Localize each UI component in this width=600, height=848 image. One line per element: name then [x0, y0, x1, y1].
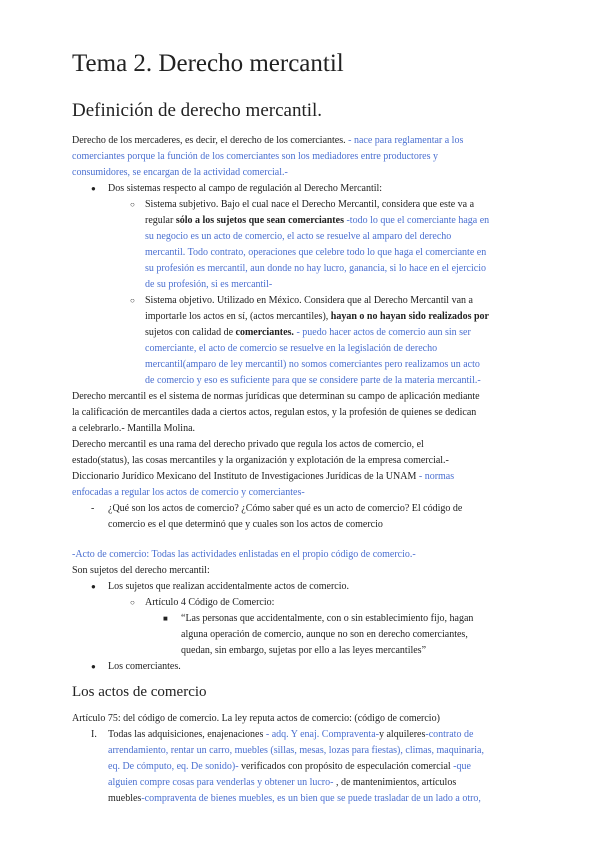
acto-comercio-note: -Acto de comercio: Todas las actividades enlistadas en el propio código de comercio.- [72, 549, 416, 560]
actos-text-3: verificados con propósito de especulación comercial [238, 761, 454, 772]
actos-text-4: , de mantenimientos, artículos [335, 777, 457, 788]
actos-note-5: alguien compre cosas para venderlas y obtener un lucro- [108, 777, 336, 788]
objetivo-line-6: de comercio y eso es suficiente para que se considere parte de la materia mercantil.- [145, 375, 481, 386]
objetivo-bold: hayan o no hayan sido realizados por [330, 311, 489, 322]
actos-note-2: -contrato de [425, 729, 474, 740]
section-heading-actos: Los actos de comercio [72, 684, 207, 700]
roman-numeral-label: I. [91, 729, 97, 740]
objetivo-line-4: comerciante, el acto de comercio se resuelve en la legislación de derecho [145, 343, 438, 354]
actos-line-5 [108, 791, 481, 807]
actos-text: Todas las adquisiciones, enajenaciones [108, 729, 266, 740]
circle-bullet-icon: ○ [130, 200, 135, 209]
objetivo-note: - puedo hacer actos de comercio aun sin ser [293, 327, 471, 338]
subjetivo-line-1: Sistema subjetivo. Bajo el cual nace el Derecho Mercantil, considera que este va a [145, 199, 475, 210]
articulo-4-line: Artículo 4 Código de Comercio: [145, 597, 275, 608]
intro-text: Derecho de los mercaderes, es decir, el derecho de los comerciantes. [72, 135, 349, 146]
definition-line-1: Derecho mercantil es el sistema de normas jurídicas que determinan su campo de aplicación mediante [72, 391, 480, 402]
intro-note: - nace para reglamentar a los [348, 135, 464, 146]
actos-text-2: y alquileres [378, 729, 426, 740]
definition-source: Diccionario Jurídico Mexicano del Instituto de Investigaciones Jurídicas de la UNAM [72, 471, 419, 482]
intro-line-1 [72, 133, 463, 149]
definition-line-7: enfocadas a regular los actos de comercio y comerciantes- [72, 487, 305, 498]
subjetivo-text: regular [145, 215, 176, 226]
objetivo-line-3 [145, 325, 471, 341]
actos-note-6: -compraventa de bienes muebles, es un bien que se puede trasladar de un lado a otro, [141, 793, 481, 804]
definition-line-6 [72, 469, 454, 485]
actos-line-2: arrendamiento, rentar un carro, muebles (sillas, mesas, lozas para fiestas), climas, maquinaria, [108, 745, 484, 756]
document-title: Tema 2. Derecho mercantil [72, 50, 344, 77]
subjetivo-line-5: su profesión es mercantil, aun donde no hay lucro, ganancia, si lo hace en el ejercicio [145, 263, 486, 274]
quote-line-2: alguna operación de comercio, aunque no son en derecho comerciantes, [181, 629, 468, 640]
section-heading-definicion: Definición de derecho mercantil. [72, 100, 323, 121]
objetivo-text-2: sujetos con calidad de [145, 327, 236, 338]
bullet-sujetos-accidentales: Los sujetos que realizan accidentalmente actos de comercio. [108, 581, 350, 592]
square-bullet-icon: ■ [163, 614, 168, 623]
sujetos-line: Son sujetos del derecho mercantil: [72, 565, 210, 576]
objetivo-line-1: Sistema objetivo. Utilizado en México. Considera que al Derecho Mercantil van a [145, 295, 473, 306]
actos-line-3 [108, 759, 471, 775]
objetivo-line-2 [145, 309, 489, 325]
dash-bullet-icon: - [91, 503, 95, 514]
definition-line-2: la calificación de mercantiles dada a ciertos actos, regulan estos, y la profesión de quienes se dedican [72, 407, 477, 418]
actos-note: - adq. Y enaj. Compraventa- [265, 729, 379, 740]
quote-line-1: “Las personas que accidentalmente, con o sin establecimiento fijo, hagan [181, 613, 474, 624]
bullet-dot-icon: ● [91, 184, 96, 193]
circle-bullet-icon: ○ [130, 296, 135, 305]
bullet-dot-icon: ● [91, 662, 96, 671]
objetivo-text: importarle los actos en sí, (actos mercantiles), [145, 311, 331, 322]
definition-line-3: a celebrarlo.- Mantilla Molina. [72, 423, 196, 434]
question-line-1: ¿Qué son los actos de comercio? ¿Cómo saber qué es un acto de comercio? El código de [108, 503, 463, 514]
subjetivo-line-4: mercantil. Todo contrato, operaciones que celebre todo lo que haga el comerciante en [145, 247, 487, 258]
circle-bullet-icon: ○ [130, 598, 135, 607]
definition-note: - normas [418, 471, 455, 482]
subjetivo-bold: sólo a los sujetos que sean comerciantes [175, 215, 344, 226]
bullet-dot-icon: ● [91, 582, 96, 591]
question-line-2: comercio es el que determinó que y cuales son los actos de comercio [108, 519, 383, 530]
actos-note-4: -que [453, 761, 471, 772]
bullet-sistemas: Dos sistemas respecto al campo de regulación al Derecho Mercantil: [108, 183, 383, 194]
subjetivo-line-2 [145, 213, 489, 229]
definition-line-4: Derecho mercantil es una rama del derecho privado que regula los actos de comercio, el [72, 439, 424, 450]
articulo-75-line: Artículo 75: del código de comercio. La ley reputa actos de comercio: (código de comercio) [72, 713, 440, 724]
actos-line-4 [108, 775, 456, 791]
intro-line-3: consumidores, se encargan de la actividad comercial.- [72, 167, 288, 178]
quote-line-3: quedan, sin embargo, sujetas por ello a las leyes mercantiles” [181, 645, 427, 656]
intro-line-2: comerciantes porque la función de los comerciantes son los mediadores entre productores y [72, 151, 438, 162]
actos-note-3: eq. De cómputo, eq. De sonido)- [108, 761, 239, 772]
subjetivo-line-6: de su profesión, si es mercantil- [145, 279, 273, 290]
subjetivo-note: -todo lo que el comerciante haga en [343, 215, 490, 226]
actos-text-5: muebles [108, 793, 142, 804]
objetivo-bold-2: comerciantes. [235, 327, 294, 338]
subjetivo-line-3: su negocio es un acto de comercio, el acto se resuelve al amparo del derecho [145, 231, 452, 242]
definition-line-5: estado(status), las cosas mercantiles y la organización y explotación de la empresa comercial.- [72, 455, 449, 466]
bullet-comerciantes: Los comerciantes. [108, 661, 181, 672]
objetivo-line-5: mercantil(amparo de ley mercantil) no somos comerciantes pero realizamos un acto [145, 359, 480, 370]
actos-line-1 [108, 727, 473, 743]
